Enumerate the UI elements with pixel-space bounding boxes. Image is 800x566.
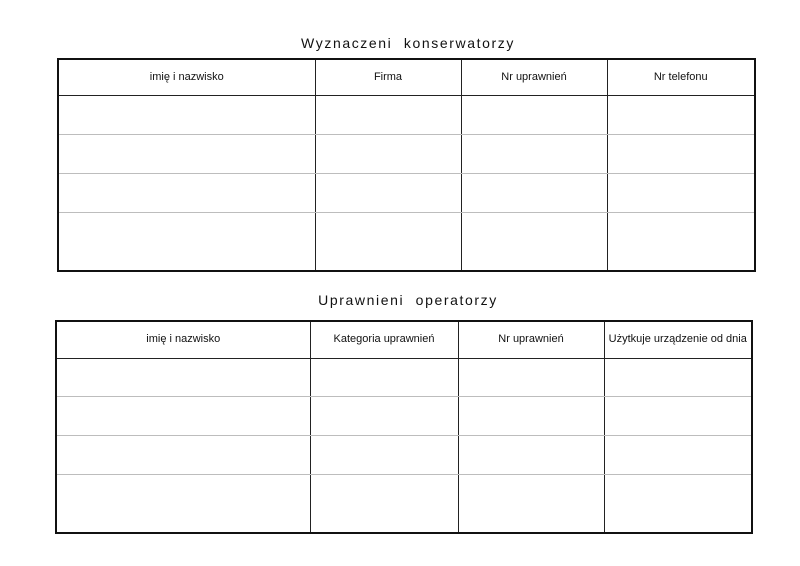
table-row <box>56 397 752 436</box>
conservators-cell-phone[interactable] <box>607 173 755 212</box>
conservators-cell-license-no[interactable] <box>461 212 607 271</box>
conservators-cell-phone[interactable] <box>607 95 755 134</box>
operators-cell-license-no[interactable] <box>458 358 604 397</box>
operators-cell-category[interactable] <box>310 436 458 475</box>
conservators-header-company: Firma <box>315 59 461 95</box>
conservators-cell-name[interactable] <box>58 134 315 173</box>
operators-cell-license-no[interactable] <box>458 475 604 533</box>
operators-header-since-date: Użytkuje urządzenie od dnia <box>604 321 752 358</box>
conservators-header-license-no: Nr uprawnień <box>461 59 607 95</box>
table-row <box>58 212 755 271</box>
operators-cell-name[interactable] <box>56 436 310 475</box>
operators-cell-category[interactable] <box>310 475 458 533</box>
conservators-cell-company[interactable] <box>315 173 461 212</box>
conservators-cell-phone[interactable] <box>607 212 755 271</box>
operators-cell-name[interactable] <box>56 358 310 397</box>
conservators-title: Wyznaczeni konserwatorzy <box>301 35 515 51</box>
conservators-cell-license-no[interactable] <box>461 134 607 173</box>
operators-header-row <box>56 321 752 358</box>
conservators-cell-license-no[interactable] <box>461 173 607 212</box>
conservators-cell-company[interactable] <box>315 95 461 134</box>
operators-cell-category[interactable] <box>310 358 458 397</box>
table-row <box>58 95 755 134</box>
table-row <box>58 134 755 173</box>
conservators-header-row <box>58 59 755 95</box>
conservators-cell-phone[interactable] <box>607 134 755 173</box>
conservators-header-phone: Nr telefonu <box>607 59 755 95</box>
conservators-header-name: imię i nazwisko <box>58 59 315 95</box>
operators-cell-name[interactable] <box>56 397 310 436</box>
operators-cell-since-date[interactable] <box>604 475 752 533</box>
operators-header-name: imię i nazwisko <box>56 321 310 358</box>
conservators-cell-company[interactable] <box>315 134 461 173</box>
operators-cell-license-no[interactable] <box>458 397 604 436</box>
operators-cell-since-date[interactable] <box>604 358 752 397</box>
table-row <box>56 358 752 397</box>
operators-title: Uprawnieni operatorzy <box>318 292 498 308</box>
operators-table <box>55 320 753 534</box>
operators-cell-category[interactable] <box>310 397 458 436</box>
operators-cell-name[interactable] <box>56 475 310 533</box>
operators-header-category: Kategoria uprawnień <box>310 321 458 358</box>
conservators-cell-company[interactable] <box>315 212 461 271</box>
operators-cell-license-no[interactable] <box>458 436 604 475</box>
table-row <box>56 436 752 475</box>
operators-header-license-no: Nr uprawnień <box>458 321 604 358</box>
conservators-cell-name[interactable] <box>58 173 315 212</box>
operators-cell-since-date[interactable] <box>604 397 752 436</box>
conservators-cell-name[interactable] <box>58 95 315 134</box>
table-row <box>58 173 755 212</box>
conservators-cell-license-no[interactable] <box>461 95 607 134</box>
conservators-table <box>57 58 756 272</box>
conservators-cell-name[interactable] <box>58 212 315 271</box>
operators-cell-since-date[interactable] <box>604 436 752 475</box>
table-row <box>56 475 752 533</box>
